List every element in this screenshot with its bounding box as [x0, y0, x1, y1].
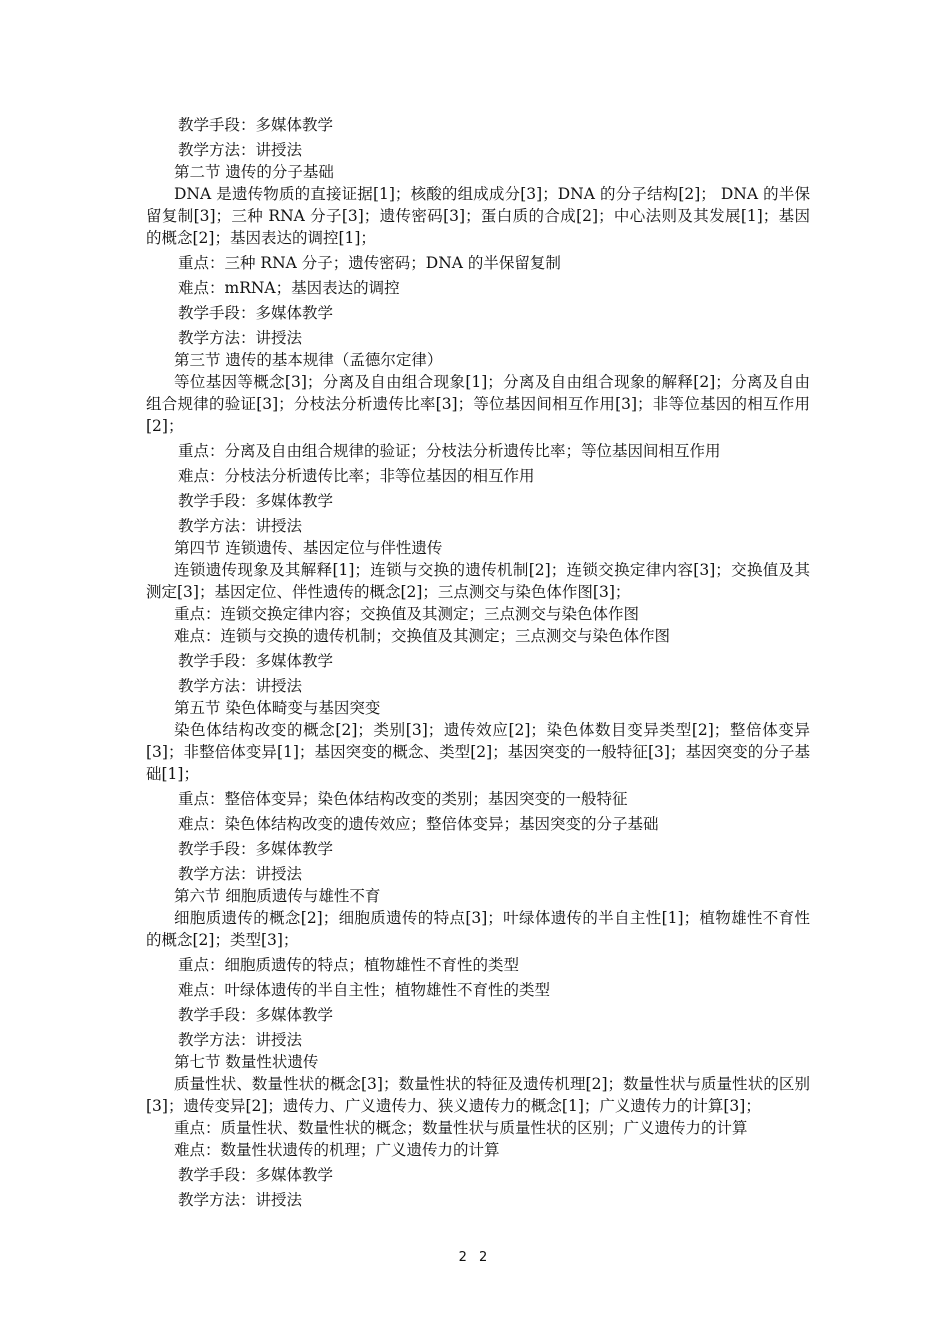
- text-line: 教学手段：多媒体教学: [178, 1006, 334, 1024]
- section-line: 第四节 连锁遗传、基因定位与伴性遗传: [174, 539, 443, 557]
- section-line: 重点：质量性状、数量性状的概念；数量性状与质量性状的区别；广义遗传力的计算: [174, 1119, 748, 1137]
- text-line: 教学手段：多媒体教学: [178, 304, 334, 322]
- section-line: 第二节 遗传的分子基础: [174, 163, 334, 181]
- text-line: 教学方法：讲授法: [178, 329, 303, 347]
- text-line: 教学方法：讲授法: [178, 517, 303, 535]
- text-line: 教学手段：多媒体教学: [178, 840, 334, 858]
- text-line: 教学方法：讲授法: [178, 1191, 303, 1209]
- section-line: 难点：数量性状遗传的机理；广义遗传力的计算: [174, 1141, 500, 1159]
- text-line: 难点：染色体结构改变的遗传效应；整倍体变异；基因突变的分子基础: [178, 815, 659, 833]
- paragraph: 连锁遗传现象及其解释[1]；连锁与交换的遗传机制[2]；连锁交换定律内容[3]；交换值及其测定[3]；基因定位、伴性遗传的概念[2]；三点测交与染色体作图[3]；: [146, 561, 810, 601]
- section-line: 难点：连锁与交换的遗传机制；交换值及其测定；三点测交与染色体作图: [174, 627, 671, 645]
- paragraph: 细胞质遗传的概念[2]；细胞质遗传的特点[3]；叶绿体遗传的半自主性[1]；植物雄性不育性的概念[2]；类型[3]；: [146, 909, 810, 949]
- document-body: [146, 114, 810, 1211]
- text-line: 教学方法：讲授法: [178, 141, 303, 159]
- text-line: 教学手段：多媒体教学: [178, 492, 334, 510]
- section-line: 第六节 细胞质遗传与雄性不育: [174, 887, 381, 905]
- paragraph: 质量性状、数量性状的概念[3]；数量性状的特征及遗传机理[2]；数量性状与质量性状的区别[3]；遗传变异[2]；遗传力、广义遗传力、狭义遗传力的概念[1]；广义遗传力的计算[3]；: [146, 1075, 810, 1115]
- text-line: 难点：分枝法分析遗传比率；非等位基因的相互作用: [178, 467, 535, 485]
- text-line: 教学方法：讲授法: [178, 677, 303, 695]
- text-line: 教学手段：多媒体教学: [178, 1166, 334, 1184]
- text-line: 重点：分离及自由组合规律的验证；分枝法分析遗传比率；等位基因间相互作用: [178, 442, 721, 460]
- text-line: 重点：细胞质遗传的特点；植物雄性不育性的类型: [178, 956, 520, 974]
- text-line: 重点：整倍体变异；染色体结构改变的类别；基因突变的一般特征: [178, 790, 628, 808]
- text-line: 难点：mRNA；基因表达的调控: [178, 279, 400, 297]
- text-line: 重点：三种 RNA 分子；遗传密码；DNA 的半保留复制: [178, 254, 561, 272]
- section-line: 第五节 染色体畸变与基因突变: [174, 699, 381, 717]
- paragraph: 染色体结构改变的概念[2]；类别[3]；遗传效应[2]；染色体数目变异类型[2]；整倍体变异[3]；非整倍体变异[1]；基因突变的概念、类型[2]；基因突变的一般特征[3]；基因突变的分子基础[1]；: [146, 721, 810, 783]
- text-line: 难点：叶绿体遗传的半自主性；植物雄性不育性的类型: [178, 981, 551, 999]
- text-line: 教学方法：讲授法: [178, 1031, 303, 1049]
- paragraph: 等位基因等概念[3]；分离及自由组合现象[1]；分离及自由组合现象的解释[2]；分离及自由组合规律的验证[3]；分枝法分析遗传比率[3]；等位基因间相互作用[3]；非等位基因的相互作用[2]；: [146, 373, 810, 435]
- section-line: 重点：连锁交换定律内容；交换值及其测定；三点测交与染色体作图: [174, 605, 640, 623]
- text-line: 教学方法：讲授法: [178, 865, 303, 883]
- paragraph: DNA 是遗传物质的直接证据[1]；核酸的组成成分[3]；DNA 的分子结构[2]； DNA 的半保留复制[3]；三种 RNA 分子[3]；遗传密码[3]；蛋白质的合成[2]；中心法则及其发展[1]；基因的概念[2]；基因表达的调控[1]；: [146, 185, 810, 247]
- text-line: 教学手段：多媒体教学: [178, 652, 334, 670]
- section-line: 第七节 数量性状遗传: [174, 1053, 319, 1071]
- page-number: 2 2: [458, 1250, 492, 1265]
- section-line: 第三节 遗传的基本规律（孟德尔定律）: [174, 351, 443, 369]
- text-line: 教学手段：多媒体教学: [178, 116, 334, 134]
